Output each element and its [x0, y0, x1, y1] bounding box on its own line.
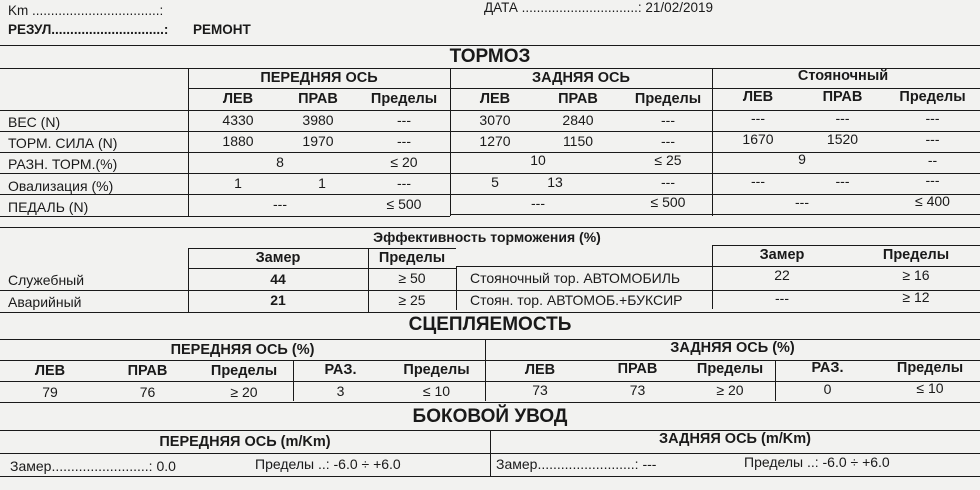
adhesion-front-left: 79 — [42, 384, 58, 400]
cell: --- — [795, 194, 809, 210]
adhesion-front-limit: ≥ 20 — [230, 384, 258, 400]
col-measure: Замер — [255, 250, 301, 266]
col-limits: Пределы — [634, 91, 702, 107]
cell: ≤ 400 — [915, 193, 950, 209]
cell: --- — [835, 110, 850, 126]
row-label: ТОРМ. СИЛА (N) — [8, 135, 118, 151]
parking-trailer-label: Стоян. тор. АВТОМОБ.+БУКСИР — [470, 292, 683, 308]
service-brake-value: 44 — [270, 271, 286, 287]
cell: 1 — [234, 175, 242, 191]
side-slip-title: БОКОВОЙ УВОД — [412, 406, 568, 427]
adhesion-front-diff: 3 — [336, 383, 345, 399]
cell: -- — [927, 152, 938, 168]
cell: --- — [751, 110, 765, 126]
col-left: ЛЕВ — [479, 91, 511, 107]
cell: 10 — [530, 152, 546, 168]
col-limits: Пределы — [403, 362, 470, 378]
rule — [188, 268, 456, 269]
cell: 3980 — [302, 112, 334, 128]
col-left: ЛЕВ — [34, 363, 66, 379]
cell: --- — [661, 112, 675, 128]
row-label: ПЕДАЛЬ (N) — [8, 199, 89, 215]
result-value: РЕМОНТ — [193, 22, 251, 37]
adhesion-rear-header: ЗАДНЯЯ ОСЬ (%) — [670, 340, 795, 356]
side-slip-rear-header: ЗАДНЯЯ ОСЬ (m/Km) — [659, 431, 811, 447]
adhesion-rear-diff-limit: ≤ 10 — [916, 380, 944, 396]
cell: --- — [925, 131, 940, 147]
side-slip-front-header: ПЕРЕДНЯЯ ОСЬ (m/Km) — [159, 434, 331, 450]
col-right: ПРАВ — [127, 363, 168, 379]
col-left: ЛЕВ — [524, 362, 556, 378]
cell: 1270 — [479, 133, 511, 149]
cell: 8 — [276, 154, 284, 170]
cell: --- — [397, 175, 411, 191]
row-label: ВЕС (N) — [8, 114, 61, 130]
col-measure: Замер — [759, 247, 805, 263]
side-slip-front-measure: Замер.........................: 0.0 — [10, 458, 176, 474]
side-slip-rear-limits: Пределы ..: -6.0 ÷ +6.0 — [744, 454, 890, 470]
cell: --- — [925, 172, 940, 188]
col-limits: Пределы — [896, 360, 964, 376]
adhesion-rear-left: 73 — [532, 382, 548, 398]
col-diff: РАЗ. — [324, 362, 357, 378]
parking-trailer-limit: ≥ 12 — [902, 289, 930, 305]
adhesion-rear-limit: ≥ 20 — [716, 382, 744, 398]
cell: 1150 — [562, 133, 594, 149]
rule — [712, 245, 980, 246]
rule — [456, 266, 457, 310]
cell: ≤ 25 — [654, 152, 682, 168]
rule — [485, 339, 486, 401]
side-slip-rear-measure: Замер.........................: --- — [496, 456, 657, 472]
efficiency-title: Эффективность торможения (%) — [373, 229, 601, 245]
rule — [0, 476, 980, 477]
rule — [0, 312, 980, 313]
parking-trailer-value: --- — [775, 290, 789, 306]
cell: 4330 — [222, 112, 254, 128]
rule — [490, 430, 491, 476]
cell: 1880 — [222, 133, 254, 149]
cell: 1670 — [742, 131, 774, 147]
cell: 2840 — [562, 112, 594, 128]
col-limits: Пределы — [899, 89, 966, 105]
col-limits: Пределы — [378, 250, 446, 266]
parking-header: Стояночный — [797, 68, 889, 84]
adhesion-title: СЦЕПЛЯЕМОСТЬ — [408, 314, 572, 335]
cell: 1520 — [826, 131, 859, 147]
row-label: РАЗН. ТОРМ.(%) — [8, 156, 118, 172]
rule — [0, 227, 980, 228]
adhesion-front-right: 76 — [139, 384, 156, 400]
col-left: ЛЕВ — [222, 91, 254, 107]
cell: --- — [661, 174, 675, 190]
parking-car-limit: ≥ 16 — [902, 267, 930, 283]
cell: 5 — [491, 174, 499, 190]
cell: ≤ 500 — [386, 196, 422, 212]
cell: --- — [273, 196, 287, 212]
adhesion-rear-diff: 0 — [823, 381, 832, 397]
cell: --- — [661, 133, 675, 149]
cell: 9 — [798, 151, 806, 167]
cell: 3070 — [479, 112, 511, 128]
adhesion-front-header: ПЕРЕДНЯЯ ОСЬ (%) — [170, 342, 315, 358]
emergency-brake-limit: ≥ 25 — [398, 292, 426, 308]
cell: 13 — [547, 174, 563, 190]
date-field: ДАТА ...............................: 21/02/2019 — [484, 0, 713, 15]
brakes-title: ТОРМОЗ — [449, 46, 531, 67]
col-right: ПРАВ — [617, 361, 658, 377]
col-limits: Пределы — [370, 91, 438, 107]
col-limits: Пределы — [882, 247, 950, 263]
parking-car-label: Стояночный тор. АВТОМОБИЛЬ — [470, 270, 681, 286]
col-diff: РАЗ. — [811, 360, 844, 376]
parking-car-value: 22 — [774, 267, 790, 283]
col-right: ПРАВ — [558, 91, 598, 107]
emergency-brake-value: 21 — [270, 292, 286, 308]
col-limits: Пределы — [210, 363, 278, 379]
col-left: ЛЕВ — [742, 89, 774, 105]
adhesion-front-diff-limit: ≤ 10 — [422, 383, 451, 399]
rule — [450, 214, 980, 215]
rule — [0, 216, 450, 217]
cell: --- — [925, 110, 940, 126]
result-label: РЕЗУЛ..............................: — [8, 22, 169, 37]
rule — [0, 402, 980, 403]
front-axle-header: ПЕРЕДНЯЯ ОСЬ — [260, 70, 378, 86]
cell: ≤ 500 — [650, 194, 686, 210]
cell: 1970 — [302, 133, 334, 149]
emergency-brake-label: Аварийный — [8, 294, 82, 310]
col-right: ПРАВ — [298, 91, 338, 107]
row-label: Овализация (%) — [8, 178, 114, 194]
adhesion-rear-right: 73 — [629, 382, 646, 398]
cell: ≤ 20 — [390, 154, 418, 170]
cell: --- — [397, 133, 411, 149]
service-brake-limit: ≥ 50 — [398, 270, 426, 286]
cell: --- — [397, 112, 411, 128]
rear-axle-header: ЗАДНЯЯ ОСЬ — [532, 70, 630, 86]
service-brake-label: Служебный — [8, 272, 85, 288]
cell: --- — [835, 173, 850, 189]
col-right: ПРАВ — [822, 89, 863, 105]
rule — [188, 248, 456, 249]
cell: --- — [751, 173, 765, 189]
col-limits: Пределы — [696, 361, 764, 377]
cell: --- — [531, 195, 545, 211]
cell: 1 — [318, 175, 326, 191]
side-slip-front-limits: Пределы ..: -6.0 ÷ +6.0 — [255, 456, 401, 472]
km-label: Km ..................................: — [8, 3, 164, 18]
